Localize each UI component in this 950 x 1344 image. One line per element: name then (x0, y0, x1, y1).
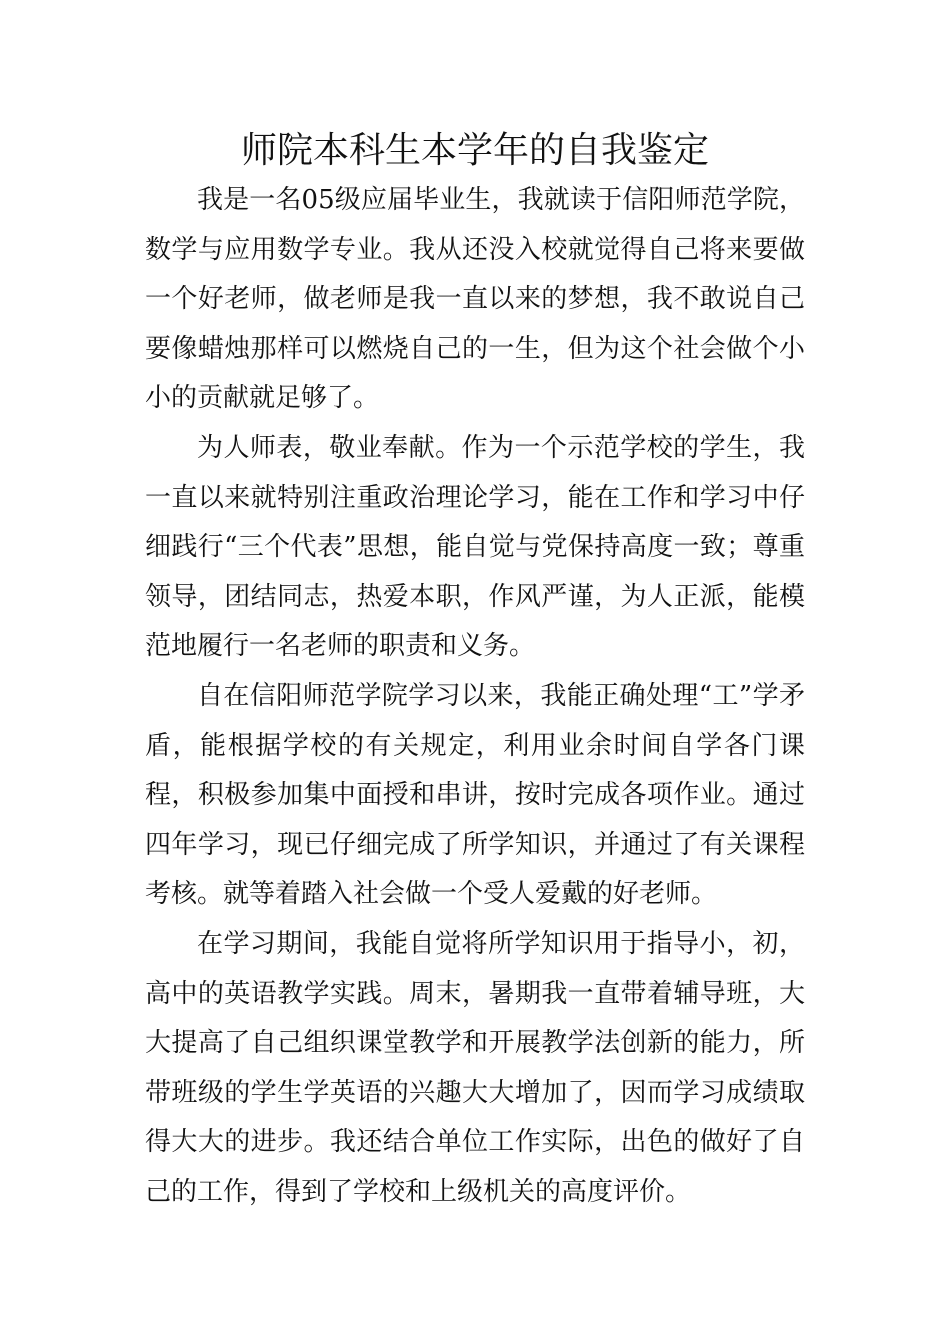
paragraph-1: 我是一名05级应届毕业生，我就读于信阳师范学院，数学与应用数学专业。我从还没入校就觉得自己将来要做一个好老师，做老师是我一直以来的梦想，我不敢说自己要像蜡烛那样可以燃烧自己的一生，但为这个社会做个小小的贡献就足够了。 (145, 185, 805, 414)
document-body (145, 176, 805, 1217)
paragraph-3: 自在信阳师范学院学习以来，我能正确处理“工”学矛盾，能根据学校的有关规定，利用业余时间自学各门课程，积极参加集中面授和串讲，按时完成各项作业。通过四年学习，现已仔细完成了所学知识，并通过了有关课程考核。就等着踏入社会做一个受人爱戴的好老师。 (145, 680, 805, 910)
paragraph-4: 在学习期间，我能自觉将所学知识用于指导小，初，高中的英语教学实践。周末，暑期我一直带着辅导班，大大提高了自己组织课堂教学和开展教学法创新的能力，所带班级的学生学英语的兴趣大大增加了，因而学习成绩取得大大的进步。我还结合单位工作实际，出色的做好了自己的工作，得到了学校和上级机关的高度评价。 (145, 928, 805, 1207)
document-title: 师院本科生本学年的自我鉴定 (240, 130, 709, 171)
paragraph-2: 为人师表，敬业奉献。作为一个示范学校的学生，我一直以来就特别注重政治理论学习，能在工作和学习中仔细践行“三个代表”思想，能自觉与党保持高度一致；尊重领导，团结同志，热爱本职，作风严谨，为人正派，能模范地履行一名老师的职责和义务。 (145, 432, 805, 662)
